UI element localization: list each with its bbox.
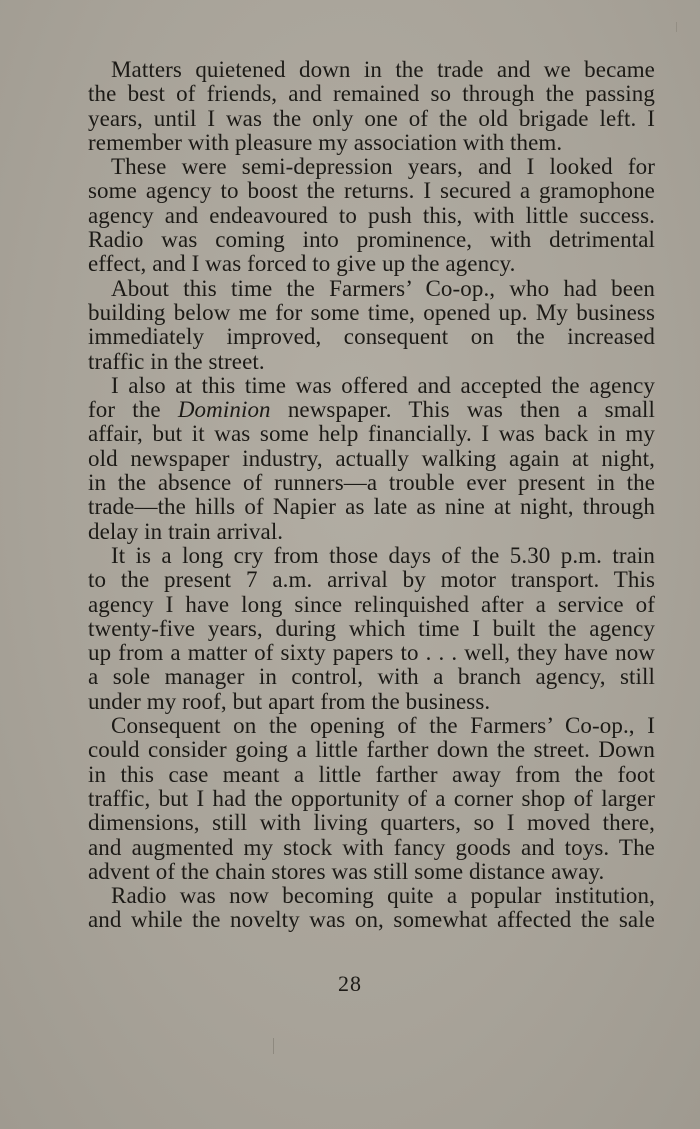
text-line: About this time the Farmers’ Co-op., who had been (111, 275, 655, 301)
text-line: effect, and I was forced to give up the agency. (88, 251, 516, 277)
text-line: some agency to boost the returns. I secured a gramophone (88, 178, 655, 204)
page-number: 28 (338, 971, 362, 996)
text-line: in this case meant a little farther away from the foot (88, 761, 655, 787)
text-line: immediately improved, consequent on the increased (88, 324, 655, 350)
text-line: advent of the chain stores was still some distance away. (88, 858, 605, 884)
text-line: in the absence of runners—a trouble ever present in the (88, 470, 655, 496)
text-segment: newspaper. This was then a small (270, 397, 656, 423)
text-line (88, 398, 655, 422)
text-line: traffic, but I had the opportunity of a corner shop of larger (88, 785, 655, 811)
text-line: agency and endeavoured to push this, with little success. (88, 202, 655, 228)
text-line (88, 374, 655, 398)
text-line: traffic in the street. (88, 348, 265, 374)
text-line: trade—the hills of Napier as late as nine at night, through (88, 494, 655, 520)
text-line: remember with pleasure my association with them. (88, 129, 563, 155)
text-line: delay in train arrival. (88, 518, 284, 544)
text-line: and augmented my stock with fancy goods and toys. The (88, 834, 655, 860)
text-line: old newspaper industry, actually walking again at night, (88, 445, 655, 471)
text-line: Matters quietened down in the trade and we became (111, 57, 655, 82)
text-line: to the present 7 a.m. arrival by motor transport. This (88, 567, 655, 593)
text-line: years, until I was the only one of the old brigade left. I (88, 105, 655, 131)
text-line: twenty-five years, during which time I built the agency (88, 615, 655, 641)
text-line: It is a long cry from those days of the 5.30 p.m. train (111, 542, 655, 568)
text-segment: for the (88, 397, 178, 423)
text-line: could consider going a little farther down the street. Down (88, 737, 655, 763)
text-line: These were semi-depression years, and I looked for (111, 154, 655, 180)
italic-text-segment: Dominion (177, 397, 271, 423)
text-line: Consequent on the opening of the Farmers’ Co-op., I (111, 713, 655, 739)
body-text (88, 58, 655, 933)
paper-mark (273, 1038, 274, 1054)
text-line: up from a matter of sixty papers to . . . well, they have now (88, 640, 655, 666)
text-line: Radio was now becoming quite a popular institution, (111, 883, 655, 909)
text-line: under my roof, but apart from the business. (88, 688, 491, 714)
text-segment: I also at this time was offered and accepted the agency (111, 372, 655, 398)
text-line: the best of friends, and remained so through the passing (88, 81, 655, 107)
text-line: building below me for some time, opened up. My business (88, 299, 655, 325)
text-line: dimensions, still with living quarters, so I moved there, (88, 810, 655, 836)
text-line: a sole manager in control, with a branch agency, still (88, 664, 655, 690)
text-line: Radio was coming into prominence, with detrimental (88, 227, 655, 253)
text-line: agency I have long since relinquished after a service of (88, 591, 655, 617)
text-line: and while the novelty was on, somewhat affected the sale (88, 907, 655, 933)
paper-mark (676, 22, 677, 32)
text-line: affair, but it was some help financially. I was back in my (88, 421, 655, 447)
